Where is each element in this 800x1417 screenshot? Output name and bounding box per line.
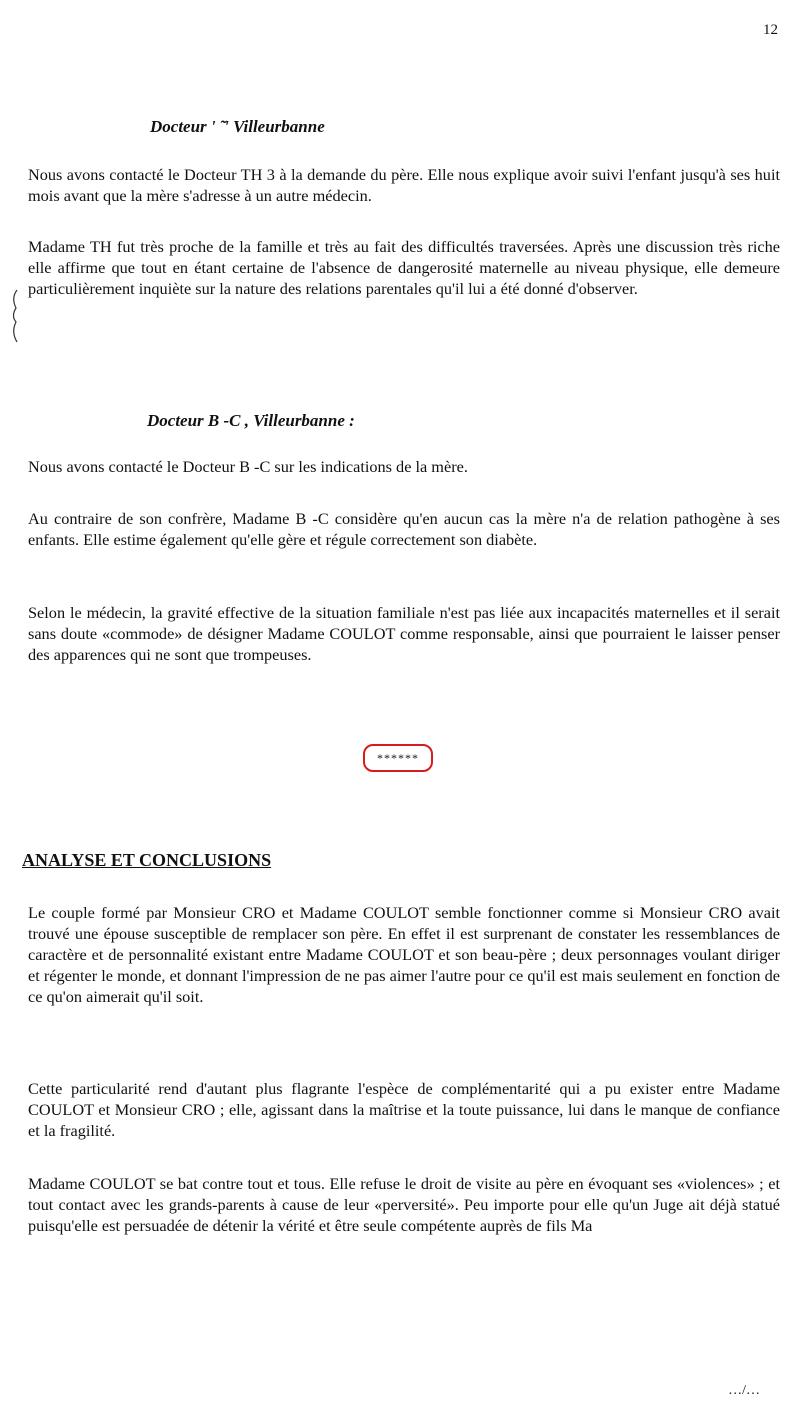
page-continuation-marker: …/…	[728, 1383, 760, 1398]
section-2-paragraph-3: Selon le médecin, la gravité effective de la situation familiale n'est pas liée aux incapacités maternelles et il serait sans doute «commode» de désigner Madame COULOT comme responsable, ainsi que pourraient le laisser penser des apparences qui ne sont que trompeuses.	[28, 603, 780, 664]
page-number: 12	[763, 22, 778, 38]
analysis-title: ANALYSE ET CONCLUSIONS	[22, 850, 272, 870]
section-2-paragraph-2: Au contraire de son confrère, Madame B -C considère qu'en aucun cas la mère n'a de relation pathogène à ses enfants. Elle estime également qu'elle gère et régule correctement son diabète.	[28, 509, 780, 549]
asterisk-separator: ******	[363, 744, 433, 772]
analysis-paragraph-3: Madame COULOT se bat contre tout et tous. Elle refuse le droit de visite au père en évoquant ses «violences» ; et tout contact avec les grands-parents à cause de leur «perversité». Peu importe pour elle qu'un Juge ait déjà statué puisqu'elle est persuadée de détenir la vérité et être seule compétente auprès de fils Ma	[28, 1174, 780, 1235]
section-heading-2: Docteur B -C , Villeurbanne :	[147, 411, 355, 430]
analysis-paragraph-2: Cette particularité rend d'autant plus flagrante l'espèce de complémentarité qui a pu exister entre Madame COULOT et Monsieur CRO ; elle, agissant dans la maîtrise et la toute puissance, lui dans le manque de confiance et la fragilité.	[28, 1079, 780, 1140]
margin-bracket-mark	[8, 288, 20, 344]
section-1-paragraph-1: Nous avons contacté le Docteur TH 3 à la demande du père. Elle nous explique avoir suivi l'enfant jusqu'à ses huit mois avant que la mère s'adresse à un autre médecin.	[28, 165, 780, 205]
section-2-paragraph-1: Nous avons contacté le Docteur B -C sur les indications de la mère.	[28, 457, 468, 476]
section-1-paragraph-2: Madame TH fut très proche de la famille et très au fait des difficultés traversées. Après une discussion très riche elle affirme que tout en étant certaine de l'absence de dangerosité maternelle au niveau physique, elle demeure particulièrement inquiète sur la nature des relations parentales qu'il lui a été donné d'observer.	[28, 237, 780, 298]
section-heading-1: Docteur ' ̃ ' Villeurbanne	[150, 117, 325, 136]
analysis-paragraph-1: Le couple formé par Monsieur CRO et Madame COULOT semble fonctionner comme si Monsieur CRO avait trouvé une épouse susceptible de remplacer son père. En effet il est surprenant de constater les ressemblances de caractère et de personnalité existant entre Madame COULOT et son beau-père ; deux personnages voulant diriger et régenter le monde, et donnant l'impression de ne pas aimer l'autre pour ce qu'il est mais seulement en fonction de ce qu'on aimerait qu'il soit.	[28, 903, 780, 1006]
